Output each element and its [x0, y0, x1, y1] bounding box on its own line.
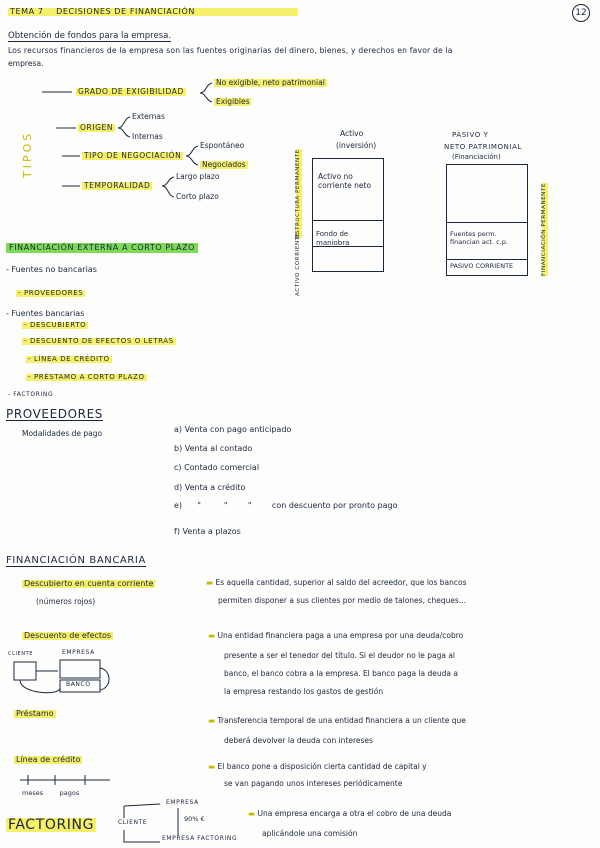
temporalidad-option-1: Largo plazo: [176, 172, 220, 181]
descubierto-label: Descubierto en cuenta corriente: [24, 579, 154, 588]
externa-item-8: - FACTORING: [8, 391, 54, 398]
descuento-text-4: la empresa restando los gastos de gestión: [224, 687, 384, 696]
activo-subtitle: (inversión): [336, 141, 377, 150]
tipo-exigibilidad: GRADO DE EXIGIBILIDAD: [78, 87, 184, 96]
pago-item-2: b) Venta al contado: [174, 444, 253, 453]
externa-item-4: - DESCUBIERTO: [24, 321, 87, 329]
factoring-empresa: EMPRESA: [166, 799, 199, 806]
activo-corriente-vertical: ACTIVO CORRIENTE: [295, 232, 301, 296]
tipos-vertical-label: TIPOS: [21, 130, 34, 178]
financiacion-permanente-vertical: FINANCIACIÓN PERMANENTE: [541, 182, 547, 276]
linea-label: Línea de crédito: [16, 755, 81, 764]
tipo-temporalidad: TEMPORALIDAD: [84, 181, 151, 190]
externa-heading: FINANCIACIÓN EXTERNA A CORTO PLAZO: [6, 243, 198, 253]
externa-item-6: - LÍNEA DE CRÉDITO: [28, 355, 110, 363]
temporalidad-option-2: Corto plazo: [176, 192, 219, 201]
intro-heading: Obtención de fondos para la empresa.: [8, 31, 172, 41]
pago-item-5: e) " " " con descuento por pronto pago: [174, 501, 398, 510]
descubierto-text-2: permiten disponer a sus clientes por medio de talones, cheques...: [218, 596, 467, 605]
proveedores-heading: PROVEEDORES: [6, 407, 104, 421]
prestamo-label: Préstamo: [16, 709, 54, 718]
linea-text-2: se van pagando unos intereses periódicamente: [224, 779, 403, 788]
externa-item-3: - Fuentes bancarias: [6, 309, 85, 318]
factoring-cliente: CLIENTE: [118, 819, 148, 826]
descubierto-text-1: ▬ Es aquella cantidad, superior al saldo del acreedor, que los bancos: [206, 578, 467, 587]
factoring-heading: FACTORING: [8, 817, 95, 833]
descubierto-sub: (números rojos): [36, 597, 96, 606]
externa-item-2: - PROVEEDORES: [18, 289, 84, 297]
pago-item-1: a) Venta con pago anticipado: [174, 425, 292, 434]
prestamo-text-2: deberá devolver la deuda con intereses: [224, 736, 373, 745]
factoring-empresa-factoring: EMPRESA FACTORING: [162, 835, 238, 842]
fuentes-permanentes: Fuentes perm. financian act. c.p.: [450, 230, 508, 246]
exigibilidad-option-1: No exigible, neto patrimonial: [216, 78, 325, 87]
pasivo-corriente: PASIVO CORRIENTE: [450, 262, 514, 270]
header-bar: [8, 8, 298, 16]
pago-item-4: d) Venta a crédito: [174, 483, 246, 492]
externa-item-5: - DESCUENTO DE EFECTOS O LETRAS: [24, 337, 174, 345]
factoring-text-1: ▬ Una empresa encarga a otra el cobro de una deuda: [248, 809, 452, 818]
negociacion-option-2: Negociados: [202, 160, 246, 169]
activo-no-corriente: Activo no corriente neto: [318, 172, 372, 190]
linea-sub: meses pagos: [22, 789, 80, 797]
pago-item-3: c) Contado comercial: [174, 463, 260, 472]
descuento-empresa: EMPRESA: [62, 649, 95, 656]
descuento-cliente: CLIENTE: [8, 651, 34, 657]
tipo-origen: ORIGEN: [80, 123, 114, 132]
linea-text-1: ▬ El banco pone a disposición cierta cantidad de capital y: [208, 762, 427, 771]
estructura-permanente-vertical: ESTRUCTURA PERMANENTE: [295, 149, 301, 238]
prestamo-text-1: ▬ Transferencia temporal de una entidad financiera a un cliente que: [208, 716, 466, 725]
descuento-banco: BANCO: [66, 681, 91, 688]
fondo-maniobra: Fondo de maniobra: [316, 230, 350, 247]
pasivo-title-2: NETO PATRIMONIAL: [444, 143, 523, 151]
activo-title: Activo: [340, 129, 364, 138]
origen-option-1: Externas: [132, 112, 165, 121]
pasivo-title: PASIVO Y: [452, 131, 489, 139]
proveedores-subheading: Modalidades de pago: [22, 429, 103, 438]
descuento-label: Descuento de efectos: [24, 631, 112, 640]
externa-item-7: - PRÉSTAMO A CORTO PLAZO: [28, 373, 145, 381]
negociacion-option-1: Espontáneo: [200, 141, 245, 150]
intro-line-2: empresa.: [8, 59, 44, 68]
exigibilidad-option-2: Exigibles: [216, 97, 250, 106]
factoring-percentage: 90% €: [184, 815, 205, 823]
origen-option-2: Internas: [132, 132, 163, 141]
tema-label: TEMA 7: [10, 7, 44, 16]
descuento-text-1: ▬ Una entidad financiera paga a una empresa por una deuda/cobro: [208, 631, 464, 640]
bancaria-heading: FINANCIACIÓN BANCARIA: [6, 555, 146, 566]
descuento-text-2: presente a ser el tenedor del título. Si el deudor no le paga al: [224, 651, 456, 660]
pasivo-subtitle: (Financiación): [452, 153, 501, 161]
tipo-negociacion: TIPO DE NEGOCIACIÓN: [84, 151, 182, 160]
page-number: 12: [572, 4, 590, 22]
descuento-text-3: banco, el banco cobra a la empresa. El banco paga la deuda a: [224, 669, 458, 678]
factoring-text-2: aplicándole una comisión: [262, 829, 358, 838]
intro-line-1: Los recursos financieros de la empresa son las fuentes originarias del dinero, bienes, y derechos en favor de la: [8, 46, 453, 55]
pago-item-6: f) Venta a plazos: [174, 527, 241, 536]
externa-item-1: - Fuentes no bancarias: [6, 265, 97, 274]
page-title: DECISIONES DE FINANCIACIÓN: [56, 7, 195, 16]
